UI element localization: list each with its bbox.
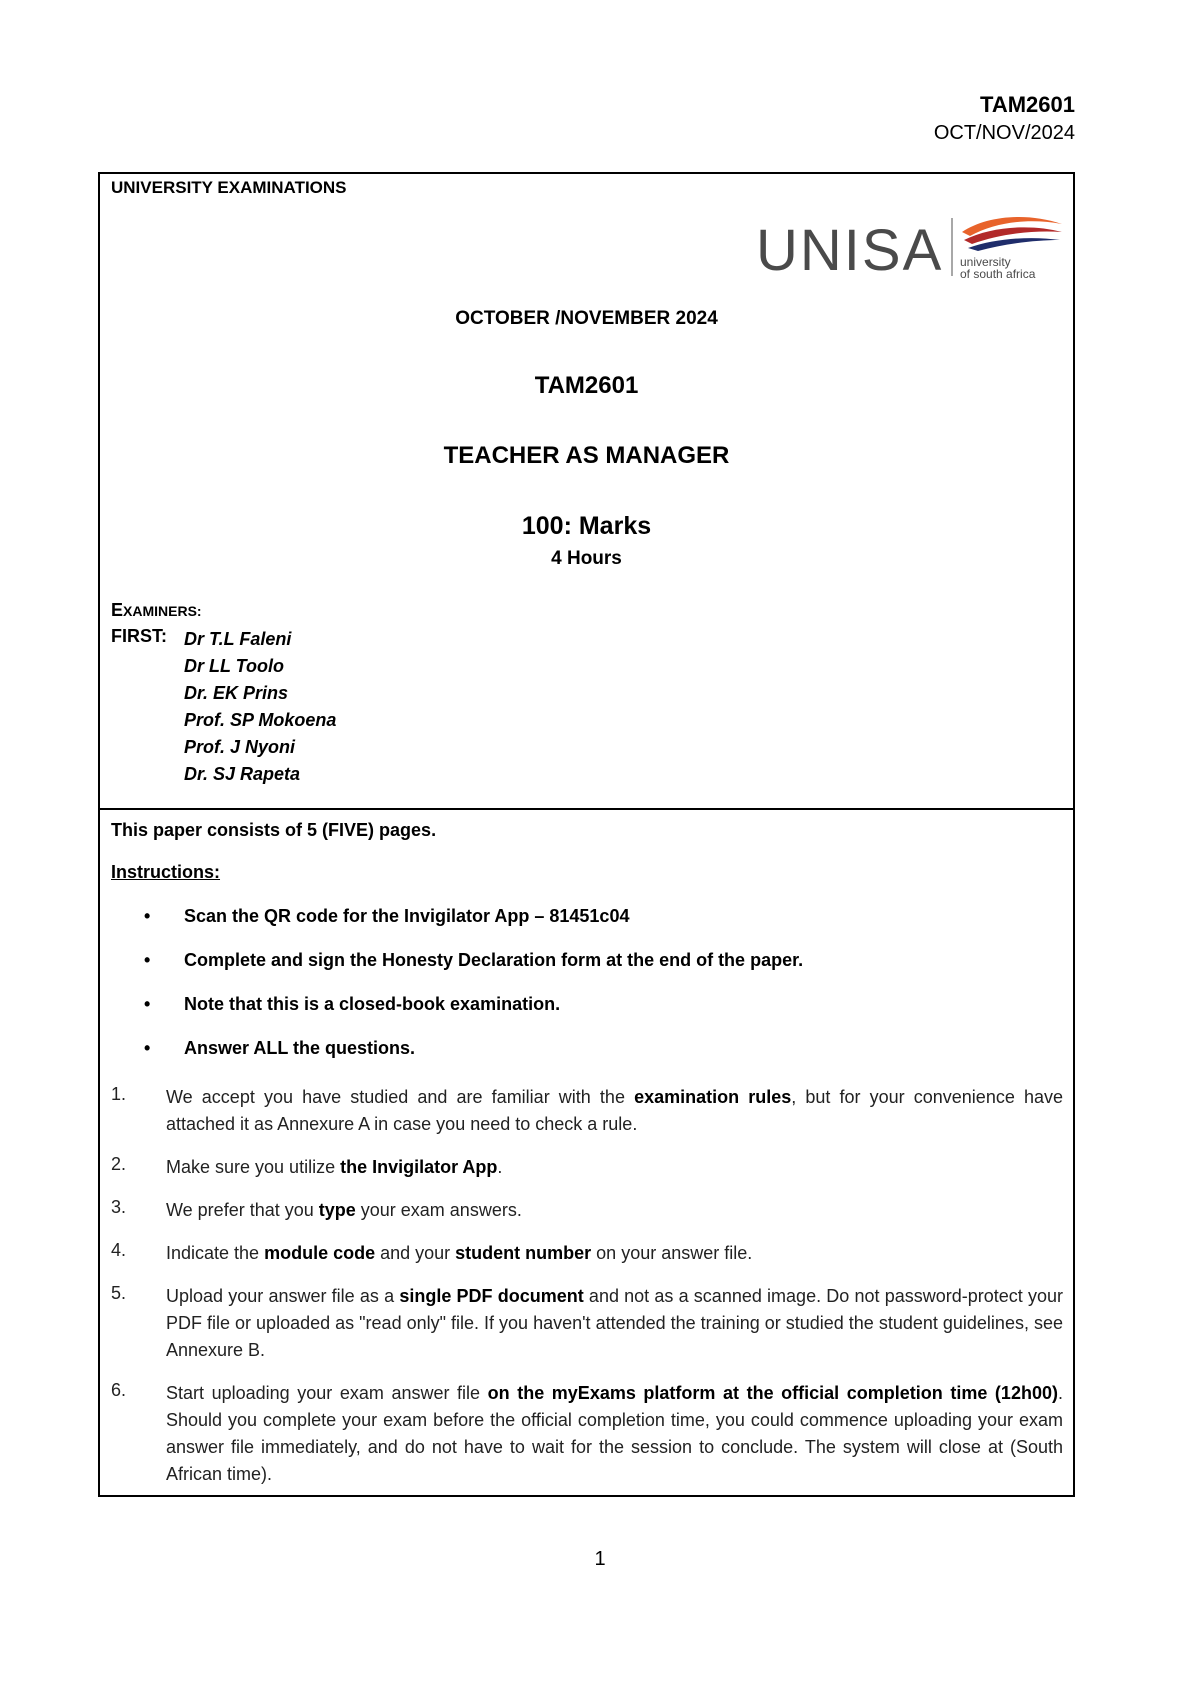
numbered-instructions: [100, 1084, 1073, 1504]
bullet-item: • Note that this is a closed-book examination.: [144, 994, 561, 1014]
bullet-icon: •: [144, 950, 151, 970]
instruction-item: 6. Start uploading your exam answer file on the myExams platform at the official completion time (12h00). Should you complete your exam before the official completion time, you could commence uploading your exam answer file immediately, and do not have to wait for the session to conclude. The system will close at (South African time).: [111, 1380, 1063, 1484]
bullet-icon: •: [144, 1038, 151, 1058]
examiner-name: Prof. SP Mokoena: [184, 710, 337, 730]
examiner-name: Dr LL Toolo: [184, 656, 284, 676]
instruction-item: 3. We prefer that you type your exam answers.: [111, 1197, 522, 1220]
examiner-list: [184, 626, 336, 788]
module-name: TEACHER AS MANAGER: [443, 442, 730, 469]
page-count-notice: This paper consists of 5 (FIVE) pages.: [111, 820, 437, 840]
total-marks: 100: Marks: [521, 512, 652, 540]
examiner-name: Dr. SJ Rapeta: [184, 764, 301, 784]
bullet-list: [100, 906, 1073, 1082]
cover-box: [100, 174, 1073, 810]
first-examiners-label: FIRST:: [111, 626, 167, 646]
instructions-box: [100, 810, 1073, 1495]
page-number: 1: [594, 1548, 606, 1570]
instruction-item: 2. Make sure you utilize the Invigilator App.: [111, 1154, 503, 1177]
header-module-code: TAM2601: [980, 92, 1075, 117]
examiners-heading: EXAMINERS:: [111, 600, 202, 620]
bullet-icon: •: [144, 906, 151, 926]
exam-duration: 4 Hours: [551, 548, 622, 569]
instruction-item: 1. We accept you have studied and are familiar with the examination rules, but for your convenience have attached it as Annexure A in case you need to check a rule.: [111, 1084, 1063, 1134]
module-code: TAM2601: [534, 372, 639, 399]
instruction-item: 4. Indicate the module code and your student number on your answer file.: [111, 1240, 753, 1263]
exam-session: OCTOBER /NOVEMBER 2024: [455, 308, 718, 329]
bullet-item: • Complete and sign the Honesty Declaration form at the end of the paper.: [144, 950, 804, 970]
unisa-logo: [756, 210, 1064, 290]
bullet-icon: •: [144, 994, 151, 1014]
logo-wordmark: UNISA: [756, 218, 944, 283]
instructions-heading: Instructions:: [111, 862, 221, 882]
exam-cover-frame: [98, 172, 1075, 1497]
instruction-item: 5. Upload your answer file as a single PDF document and not as a scanned image. Do not password-protect your PDF file or uploaded as "read only" file. If you haven't attended the training or studied the student guidelines, see Annexure B.: [111, 1283, 1063, 1360]
bullet-item: • Answer ALL the questions.: [144, 1038, 416, 1058]
logo-tagline-line2: of south africa: [960, 267, 1036, 281]
examiner-name: Dr T.L Faleni: [184, 629, 292, 649]
header-exam-date: OCT/NOV/2024: [933, 122, 1075, 144]
examiner-name: Prof. J Nyoni: [184, 737, 296, 757]
bullet-item: • Scan the QR code for the Invigilator App – 81451c04: [144, 906, 630, 926]
logo-tagline-line1: university: [960, 255, 1011, 269]
page-header: [934, 92, 1075, 146]
examiner-name: Dr. EK Prins: [184, 683, 289, 703]
university-examinations-label: UNIVERSITY EXAMINATIONS: [111, 178, 347, 197]
